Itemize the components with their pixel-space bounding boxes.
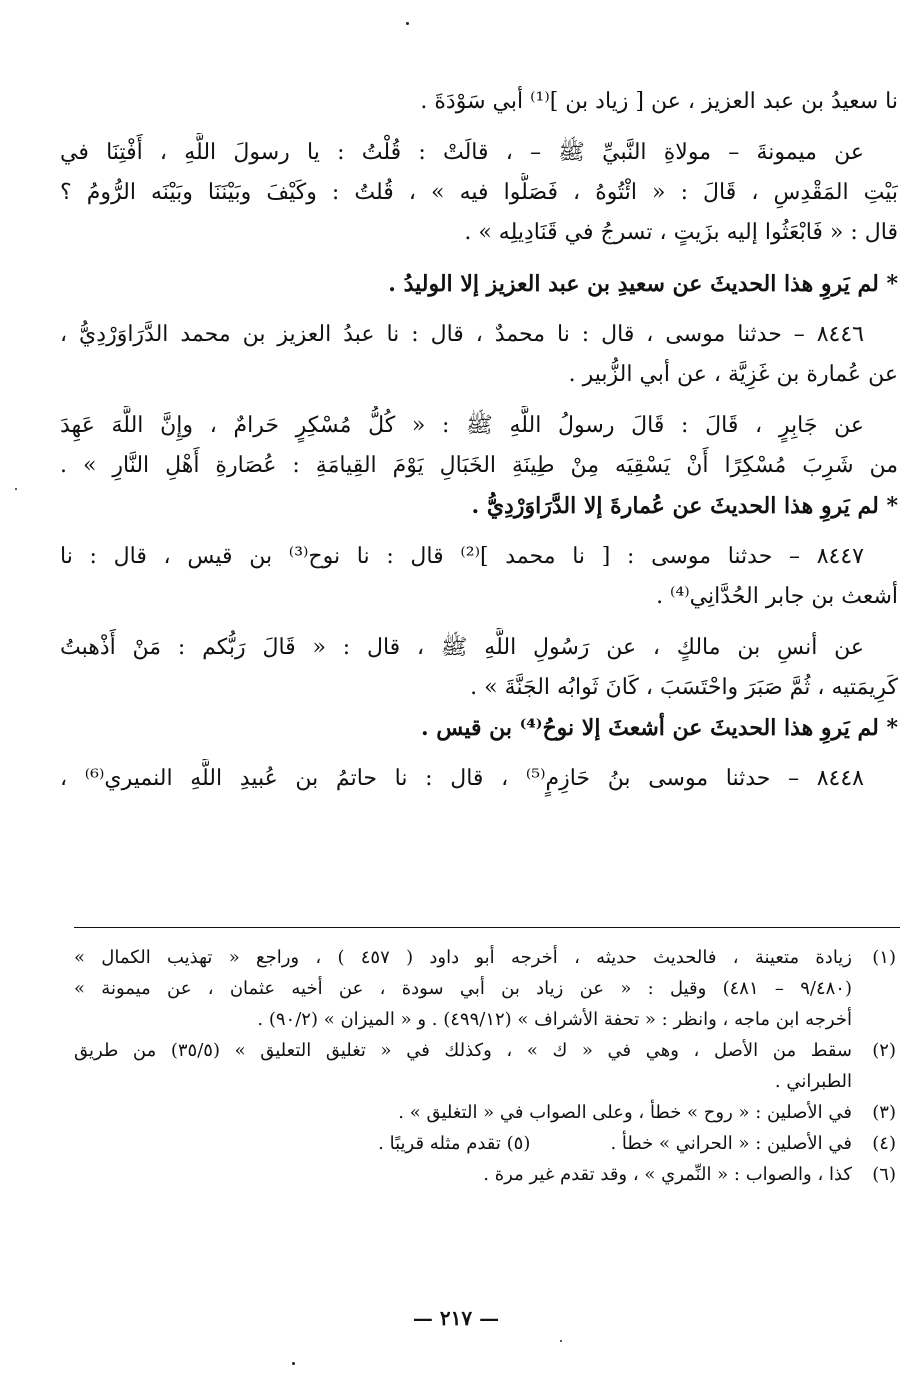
text-line: بَيْتِ المَقْدِسِ ، قَالَ : « ائْتُوهُ ، فَصَلُّوا فيه » ، قُلتُ : وكَيْفَ وبَيْنَنَا وبَيْنَه الرُّومُ ؟: [60, 180, 898, 205]
text-line: نا سعيدُ بن عبد العزيز ، عن [ زياد بن ]⁽¹⁾ أبي سَوْدَةَ .: [420, 89, 898, 114]
footnote-number: (١): [872, 947, 896, 968]
footnote-line: أخرجه ابن ماجه ، وانظر : « تحفة الأشراف » (٤٩٩/١٢) . و « الميزان » (٩٠/٢) .: [257, 1009, 852, 1030]
text-line: كَرِيمَتيه ، ثُمَّ صَبَرَ واحْتَسَبَ ، كَانَ ثَوابُه الجَنَّةَ » .: [470, 675, 898, 700]
footnote-number: (٢): [872, 1040, 896, 1061]
narrator-note-line: * لم يَروِ هذا الحديثَ عن سعيدِ بن عبد العزيز إلا الوليدُ .: [388, 271, 898, 297]
footnote-number: (٣): [872, 1102, 896, 1123]
text-line: عن ميمونةَ – مولاةِ النَّبيِّ ﷺ – ، قالَتْ : قُلْتُ : يا رسولَ اللَّهِ ، أَفْتِنَا في: [60, 140, 864, 165]
footnote-1: [74, 942, 896, 1035]
footnote-number: (٤): [872, 1133, 896, 1154]
footnote-line: سقط من الأصل ، وهي في « ك » ، وكذلك في « تغليق التعليق » (٣٥/٥) من طريق: [74, 1040, 853, 1061]
text-line: عن أنسِ بن مالكٍ ، عن رَسُولِ اللَّهِ ﷺ ، قال : « قَالَ رَبُّكم : مَنْ أَذْهبتُ: [60, 635, 864, 660]
hadith-8446-heading: ٨٤٤٦ – حدثنا موسى ، قال : نا محمدٌ ، قال : نا عبدُ العزيز بن محمد الدَّرَاوَرْدِيُّ ،: [60, 322, 864, 347]
footnotes: [74, 942, 896, 1190]
footnote-4: [74, 1128, 896, 1159]
text-line: من شَرِبَ مُسْكِرًا أَنْ يَسْقِيَه مِنْ طِينَةِ الخَبَالِ يَوْمَ القِيامَةِ : عُصَارةِ أَهْلِ النَّارِ » .: [60, 453, 898, 478]
main-text: [60, 82, 898, 799]
hadith-8448-heading: ٨٤٤٨ – حدثنا موسى بنُ حَازِمٍ⁽⁵⁾ ، قال : نا حاتمُ بن عُبيدِ اللَّهِ النميري⁽⁶⁾ ،: [60, 766, 864, 791]
footnote-number: (٦): [872, 1164, 896, 1185]
footnote-divider: [74, 927, 900, 928]
footnote-line: زيادة متعينة ، فالحديث حديثه ، أخرجه أبو داود ( ٤٥٧ ) ، وراجع « تهذيب الكمال »: [74, 947, 853, 968]
speck-mark: [15, 488, 17, 490]
hadith-8447-heading: ٨٤٤٧ – حدثنا موسى : [ نا محمد ]⁽²⁾ قال : نا نوح⁽³⁾ بن قيس ، قال : نا: [60, 544, 864, 569]
narrator-note-line: * لم يَروِ هذا الحديثَ عن أشعثَ إلا نوحُ⁽⁴⁾ بن قيس .: [420, 715, 898, 741]
footnote-3: [74, 1097, 896, 1128]
page-number: — ٢١٧ —: [412, 1306, 500, 1330]
text-line: عن جَابِرٍ ، قَالَ : قَالَ رسولُ اللَّهِ ﷺ : « كُلُّ مُسْكِرٍ حَرامٌ ، وإِنَّ اللَّهَ عَهِدَ: [60, 413, 864, 438]
footnote-2: [74, 1035, 896, 1097]
text-line: عن عُمارة بن غَزِيَّة ، عن أبي الزُّبير .: [568, 362, 898, 387]
footnote-line: في الأصلين : « روح » خطأ ، وعلى الصواب في « التغليق » .: [398, 1102, 852, 1123]
footnote-line: في الأصلين : « الحراني » خطأ . (٥) تقدم مثله قريبًا .: [378, 1133, 852, 1154]
narrator-note-line: * لم يَروِ هذا الحديثَ عن عُمارةَ إلا الدَّرَاوَرْدِيُّ .: [471, 493, 898, 519]
speck-mark: [560, 1340, 562, 1342]
text-line: أشعث بن جابر الحُدَّانِي⁽⁴⁾ .: [656, 584, 898, 609]
text-line: قال : « فَابْعَثُوا إليه بزَيتٍ ، تسرجُ في قَنَادِيلِه » .: [464, 220, 898, 245]
speck-mark: [406, 22, 409, 25]
footnote-line: الطبراني .: [774, 1071, 852, 1092]
footnote-6: [74, 1159, 896, 1190]
footnote-line: (٩/٤٨٠ – ٤٨١) وقيل : « عن زياد بن أبي سودة ، عن أخيه عثمان ، عن ميمونة »: [74, 978, 852, 999]
speck-mark: [292, 1362, 295, 1365]
footnote-line: كذا ، والصواب : « النِّمري » ، وقد تقدم غير مرة .: [483, 1164, 852, 1185]
